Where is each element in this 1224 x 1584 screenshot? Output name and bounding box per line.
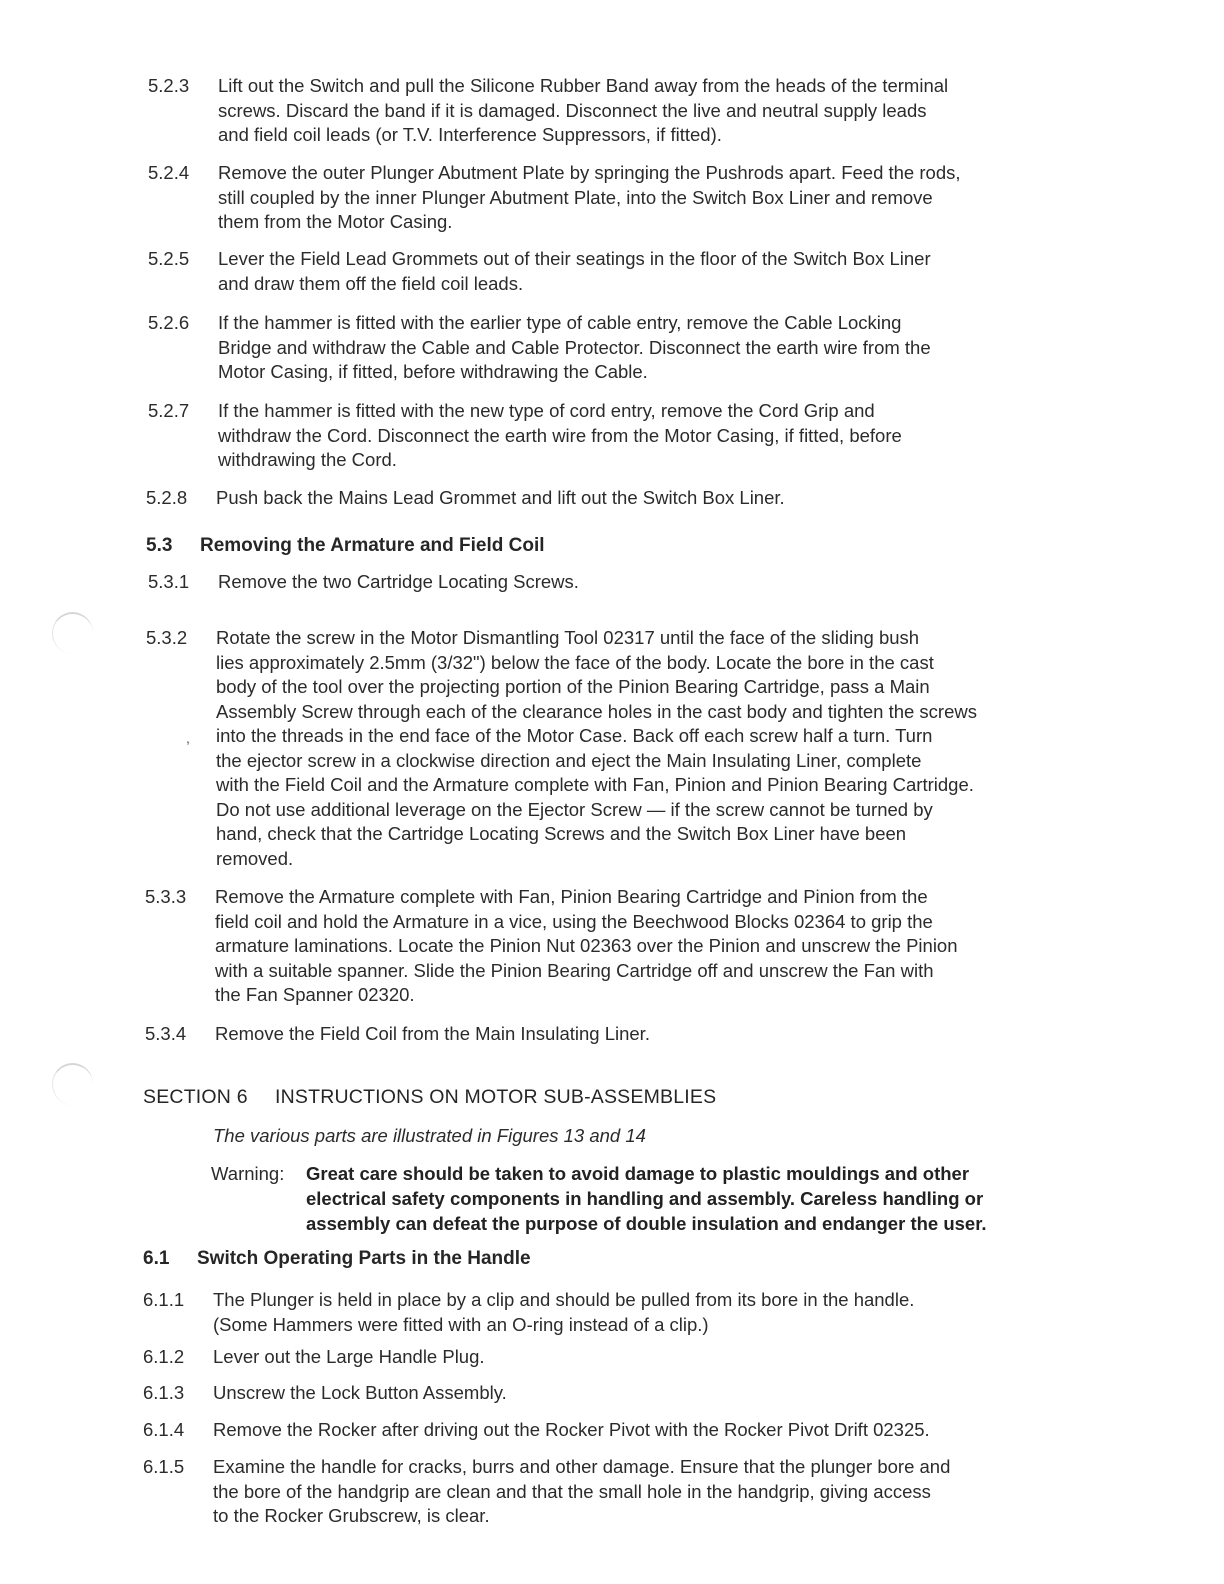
- paragraph-number: 5.2.6: [148, 312, 190, 333]
- text-line: Push back the Mains Lead Grommet and lift out the Switch Box Liner.: [216, 487, 785, 508]
- text-line: still coupled by the inner Plunger Abutment Plate, into the Switch Box Liner and remove: [218, 186, 933, 208]
- stray-mark: ,: [186, 730, 190, 746]
- text-line: Lever the Field Lead Grommets out of their seatings in the floor of the Switch Box Liner: [218, 248, 931, 269]
- text-line: Do not use additional leverage on the Ejector Screw — if the screw cannot be turned by: [216, 798, 933, 820]
- text-line: The Plunger is held in place by a clip and should be pulled from its bore in the handle.: [213, 1289, 915, 1310]
- paragraph: [148, 570, 1058, 595]
- section-number: SECTION 6: [143, 1086, 248, 1108]
- paragraph-number: 6.1.2: [143, 1346, 185, 1367]
- text-line: Motor Casing, if fitted, before withdrawing the Cable.: [218, 361, 648, 382]
- paragraph-number: 5.3.4: [145, 1023, 187, 1044]
- paragraph-number: 6.1.5: [143, 1456, 185, 1477]
- paragraph-number: 5.3.1: [148, 571, 190, 592]
- punch-hole-lower: [52, 1063, 93, 1105]
- text-line: Remove the Armature complete with Fan, Pinion Bearing Cartridge and Pinion from the: [215, 886, 928, 907]
- text-line: with a suitable spanner. Slide the Pinion Bearing Cartridge off and unscrew the Fan with: [215, 959, 934, 981]
- text-line: Remove the two Cartridge Locating Screws.: [218, 571, 579, 592]
- paragraph: [148, 311, 1058, 385]
- text-line: to the Rocker Grubscrew, is clear.: [213, 1505, 490, 1526]
- text-line: withdrawing the Cord.: [218, 449, 397, 470]
- paragraph: [148, 161, 1058, 235]
- text-line: Assembly Screw through each of the clearance holes in the cast body and tighten the screws: [216, 700, 977, 722]
- heading-5-3: [146, 534, 545, 558]
- text-line: Unscrew the Lock Button Assembly.: [213, 1382, 507, 1403]
- text-line: Remove the Field Coil from the Main Insulating Liner.: [215, 1023, 650, 1044]
- text-line: with the Field Coil and the Armature complete with Fan, Pinion and Pinion Bearing Cartridge.: [216, 774, 974, 795]
- paragraph-number: 5.2.7: [148, 400, 190, 421]
- paragraph: [148, 74, 1058, 148]
- warning-label: Warning:: [211, 1163, 285, 1184]
- section-intro: The various parts are illustrated in Figures 13 and 14: [213, 1125, 646, 1146]
- paragraph-number: 6.1.1: [143, 1289, 185, 1310]
- paragraph-number: 5.2.8: [146, 487, 188, 508]
- paragraph: [143, 1381, 1053, 1406]
- paragraph-text: [218, 570, 1058, 595]
- heading-title: Removing the Armature and Field Coil: [200, 535, 545, 556]
- warning-line: electrical safety components in handling and assembly. Careless handling or: [306, 1188, 984, 1209]
- paragraph-text: [213, 1418, 1053, 1443]
- text-line: If the hammer is fitted with the new type of cord entry, remove the Cord Grip and: [218, 400, 875, 421]
- text-line: the bore of the handgrip are clean and that the small hole in the handgrip, giving access: [213, 1480, 931, 1502]
- heading-title: Switch Operating Parts in the Handle: [197, 1248, 531, 1269]
- text-line: Lever out the Large Handle Plug.: [213, 1346, 485, 1367]
- warning-line: Great care should be taken to avoid damage to plastic mouldings and other: [306, 1163, 970, 1184]
- text-line: Remove the outer Plunger Abutment Plate by springing the Pushrods apart. Feed the rods,: [218, 162, 961, 183]
- paragraph-text: [216, 626, 1056, 871]
- paragraph-number: 6.1.3: [143, 1382, 185, 1403]
- warning-line: assembly can defeat the purpose of double insulation and endanger the user.: [306, 1213, 987, 1234]
- section-6-title: [143, 1085, 716, 1109]
- text-line: removed.: [216, 847, 294, 869]
- paragraph-text: [213, 1455, 1053, 1529]
- text-line: withdraw the Cord. Disconnect the earth wire from the Motor Casing, if fitted, before: [218, 424, 902, 446]
- text-line: and field coil leads (or T.V. Interference Suppressors, if fitted).: [218, 124, 722, 145]
- text-line: Bridge and withdraw the Cable and Cable Protector. Disconnect the earth wire from the: [218, 336, 931, 358]
- heading-number: 6.1: [143, 1248, 170, 1269]
- paragraph: [146, 486, 1056, 511]
- text-line: lies approximately 2.5mm (3/32") below the face of the body. Locate the bore in the cast: [216, 651, 934, 673]
- warning-block: [211, 1161, 1026, 1236]
- paragraph-number: 5.3.2: [146, 627, 188, 648]
- paragraph-text: [218, 311, 1058, 385]
- text-line: If the hammer is fitted with the earlier type of cable entry, remove the Cable Locking: [218, 312, 902, 333]
- text-line: Remove the Rocker after driving out the Rocker Pivot with the Rocker Pivot Drift 02325.: [213, 1419, 930, 1440]
- text-line: the ejector screw in a clockwise direction and eject the Main Insulating Liner, complete: [216, 749, 922, 771]
- text-line: hand, check that the Cartridge Locating Screws and the Switch Box Liner have been: [216, 823, 907, 844]
- text-line: into the threads in the end face of the Motor Case. Back off each screw half a turn. Turn: [216, 725, 933, 746]
- text-line: Lift out the Switch and pull the Silicone Rubber Band away from the heads of the terminal: [218, 75, 949, 96]
- paragraph: [148, 247, 1058, 296]
- text-line: the Fan Spanner 02320.: [215, 984, 415, 1005]
- paragraph: [143, 1288, 1053, 1337]
- text-line: them from the Motor Casing.: [218, 211, 453, 232]
- paragraph: [146, 626, 1056, 871]
- text-line: field coil and hold the Armature in a vice, using the Beechwood Blocks 02364 to grip the: [215, 910, 933, 932]
- paragraph-number: 6.1.4: [143, 1419, 185, 1440]
- heading-number: 5.3: [146, 535, 173, 556]
- paragraph: [143, 1345, 1053, 1370]
- paragraph-text: [215, 1022, 1055, 1047]
- text-line: screws. Discard the band if it is damaged. Disconnect the live and neutral supply leads: [218, 99, 927, 121]
- paragraph-text: [218, 399, 1058, 473]
- paragraph-text: [215, 885, 1055, 1008]
- paragraph-text: [213, 1381, 1053, 1406]
- paragraph-text: [218, 74, 1058, 148]
- paragraph-text: [216, 486, 1056, 511]
- warning-text: [306, 1161, 1026, 1236]
- text-line: (Some Hammers were fitted with an O-ring instead of a clip.): [213, 1313, 709, 1335]
- paragraph-number: 5.2.5: [148, 248, 190, 269]
- paragraph-text: [218, 161, 1058, 235]
- paragraph: [145, 885, 1055, 1008]
- text-line: and draw them off the field coil leads.: [218, 272, 524, 294]
- heading-6-1: [143, 1247, 531, 1271]
- text-line: Examine the handle for cracks, burrs and other damage. Ensure that the plunger bore and: [213, 1456, 951, 1477]
- text-line: body of the tool over the projecting portion of the Pinion Bearing Cartridge, pass a Main: [216, 676, 930, 697]
- paragraph: [143, 1455, 1053, 1529]
- paragraph-text: [213, 1345, 1053, 1370]
- paragraph-number: 5.2.3: [148, 75, 190, 96]
- paragraph-text: [213, 1288, 1053, 1337]
- paragraph-number: 5.2.4: [148, 162, 190, 183]
- text-line: armature laminations. Locate the Pinion Nut 02363 over the Pinion and unscrew the Pinion: [215, 935, 958, 956]
- punch-hole-upper: [52, 612, 93, 654]
- text-line: Rotate the screw in the Motor Dismantling Tool 02317 until the face of the sliding bush: [216, 627, 920, 648]
- paragraph: [145, 1022, 1055, 1047]
- paragraph: [148, 399, 1058, 473]
- paragraph: [143, 1418, 1053, 1443]
- section-heading: INSTRUCTIONS ON MOTOR SUB-ASSEMBLIES: [275, 1086, 717, 1108]
- paragraph-text: [218, 247, 1058, 296]
- paragraph-number: 5.3.3: [145, 886, 187, 907]
